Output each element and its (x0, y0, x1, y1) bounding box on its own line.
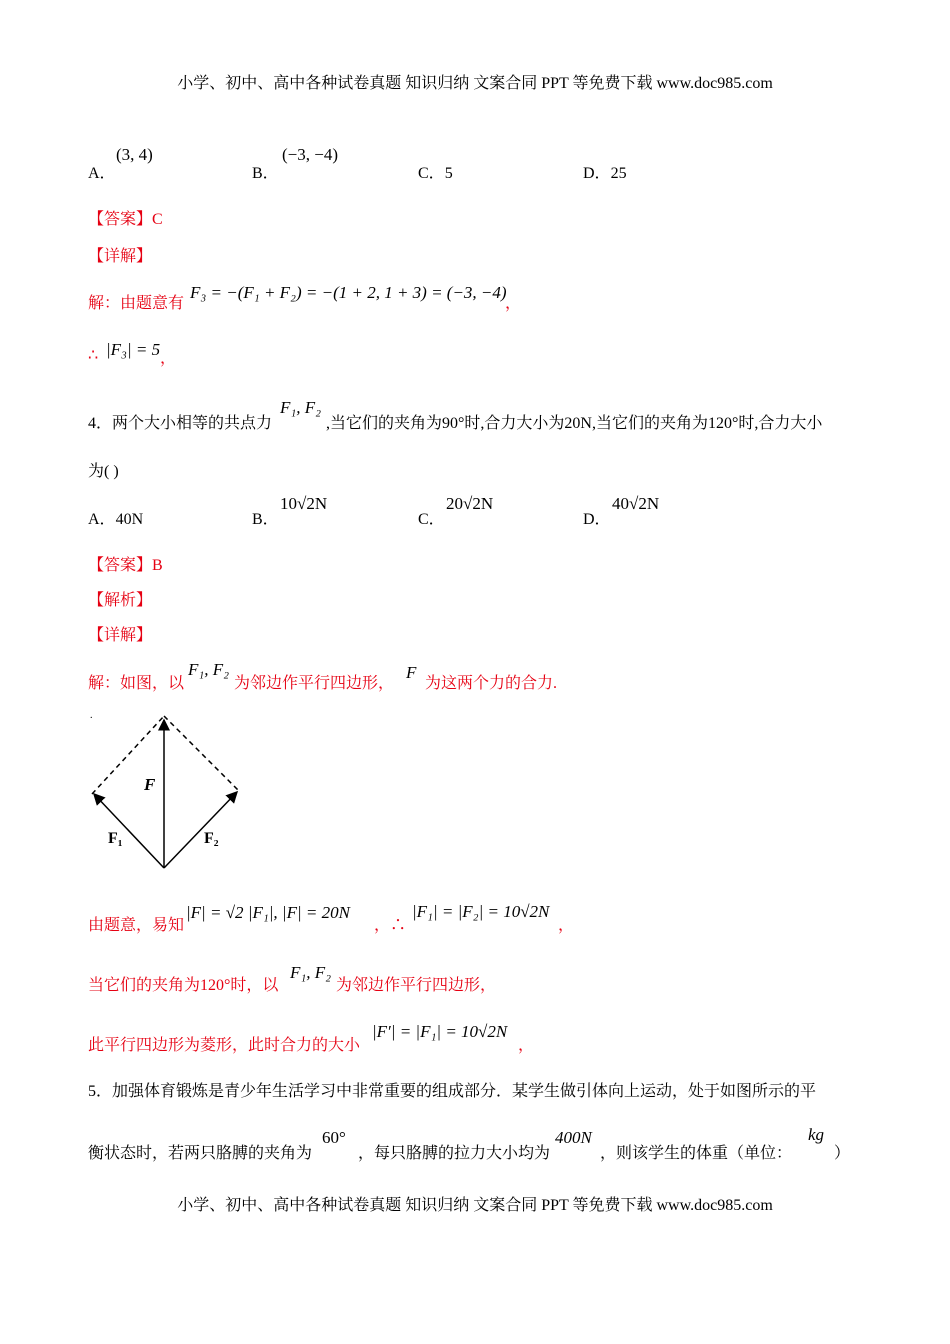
q4-sol4-a: 此平行四边形为菱形，此时合力的大小 (88, 1037, 361, 1054)
q4-sol2-comma: ， (558, 917, 575, 934)
q4-sol2-a: 由题意，易知 (88, 917, 185, 934)
force-vector-f2 (164, 792, 237, 868)
q4-sol2-eq2: |F₁| = |F₂| = 10√2N (412, 902, 550, 921)
q5-unit: kg (808, 1125, 825, 1144)
q5-line1: 5．加强体育锻炼是青少年生活学习中非常重要的组成部分．某学生做引体向上运动，处于如图所示的平 (88, 1083, 817, 1100)
q4-sol1-F: F (406, 663, 417, 682)
option-label: B． (252, 511, 279, 528)
q4-sol2-mid: ，∴ (374, 917, 407, 934)
q4-stem-b: ,当它们的夹角为90°时,合力大小为20N,当它们的夹角为120°时,合力大小 (326, 415, 823, 432)
q3-option-b-value: (−3, −4) (282, 145, 338, 164)
q5-line2-c: ，则该学生的体重（单位： (600, 1145, 793, 1162)
q5-line2-a: 衡状态时，若两只胳膊的夹角为 (88, 1145, 313, 1162)
q4-sol1-forces: F₁, F₂ (188, 660, 230, 679)
q4-sol4-comma: ， (518, 1037, 535, 1054)
q3-option-a (88, 160, 116, 183)
q5-force: 400N (555, 1128, 592, 1147)
q4-sol1-b: 为邻边作平行四边形， (234, 675, 395, 692)
q4-option-d (583, 506, 611, 529)
force-parallelogram-diagram (80, 708, 260, 883)
q4-stem-forces: F₁, F₂ (280, 398, 322, 417)
option-value: 40N (115, 511, 144, 528)
q3-option-c (418, 160, 453, 183)
q4-option-c (418, 506, 445, 529)
q3-result: |F₃| = 5 (106, 340, 161, 359)
option-label: C． (418, 165, 445, 182)
q5-line2-d: ） (834, 1145, 851, 1162)
q4-sol2-eq: |F| = √2 |F₁|, |F| = 20N (186, 903, 350, 922)
corner-mark: . (90, 710, 93, 721)
q4-sol3-b: 为邻边作平行四边形， (336, 977, 497, 994)
q4-analysis-label: 【解析】 (88, 592, 153, 609)
option-value: 5 (444, 165, 453, 182)
q4-detail-label: 【详解】 (88, 627, 153, 644)
q3-solution-comma: ， (505, 295, 522, 312)
option-label: C． (418, 511, 445, 528)
option-label: D． (583, 165, 611, 182)
q4-option-b (252, 506, 279, 529)
q4-option-b-value: 10√2N (280, 494, 328, 513)
page-header: 小学、初中、高中各种试卷真题 知识归纳 文案合同 PPT 等免费下载 www.doc985.com (177, 75, 773, 92)
q4-sol4-eq: |F′| = |F₁| = 10√2N (372, 1022, 508, 1041)
option-label: A． (88, 165, 116, 182)
q5-line2-b: ，每只胳膊的拉力大小均为 (358, 1145, 551, 1162)
option-label: D． (583, 511, 611, 528)
q3-result-comma: ， (160, 350, 177, 367)
q4-option-a (88, 506, 143, 529)
q4-sol3-forces: F₁, F₂ (290, 963, 332, 982)
q4-sol3-a: 当它们的夹角为120°时，以 (88, 977, 279, 994)
solution-prefix: 解：由题意有 (88, 295, 185, 312)
force-vector-f1 (94, 794, 164, 868)
q4-sol1-a: 解：如图，以 (88, 675, 185, 692)
q4-option-c-value: 20√2N (446, 494, 494, 513)
option-label: B． (252, 165, 279, 182)
q3-solution-equation: F₃ = −(F₁ + F₂) = −(1 + 2, 1 + 3) = (−3, −4) (190, 283, 507, 302)
q4-option-d-value: 40√2N (612, 494, 660, 513)
label-F: F (144, 775, 156, 794)
option-label: A． (88, 511, 116, 528)
q3-detail-label: 【详解】 (88, 248, 153, 265)
page-footer: 小学、初中、高中各种试卷真题 知识归纳 文案合同 PPT 等免费下载 www.doc985.com (177, 1197, 773, 1214)
q3-option-d (583, 160, 627, 183)
q5-angle: 60° (322, 1128, 346, 1147)
dashed-side-right (164, 716, 238, 790)
q4-sol1-c: 为这两个力的合力. (425, 675, 558, 692)
therefore-symbol: ∴ (88, 347, 99, 364)
q3-answer: 【答案】C (88, 211, 163, 228)
q3-option-a-value: (3, 4) (116, 145, 153, 164)
q3-solution (88, 290, 184, 313)
q4-stem-a: 4．两个大小相等的共点力 (88, 415, 273, 432)
label-F2: F₂ (204, 830, 219, 847)
q3-option-b (252, 160, 279, 183)
option-value: 25 (610, 165, 627, 182)
q4-stem-c: 为( ) (88, 463, 119, 480)
q4-answer: 【答案】B (88, 557, 163, 574)
label-F1: F₁ (108, 830, 123, 847)
